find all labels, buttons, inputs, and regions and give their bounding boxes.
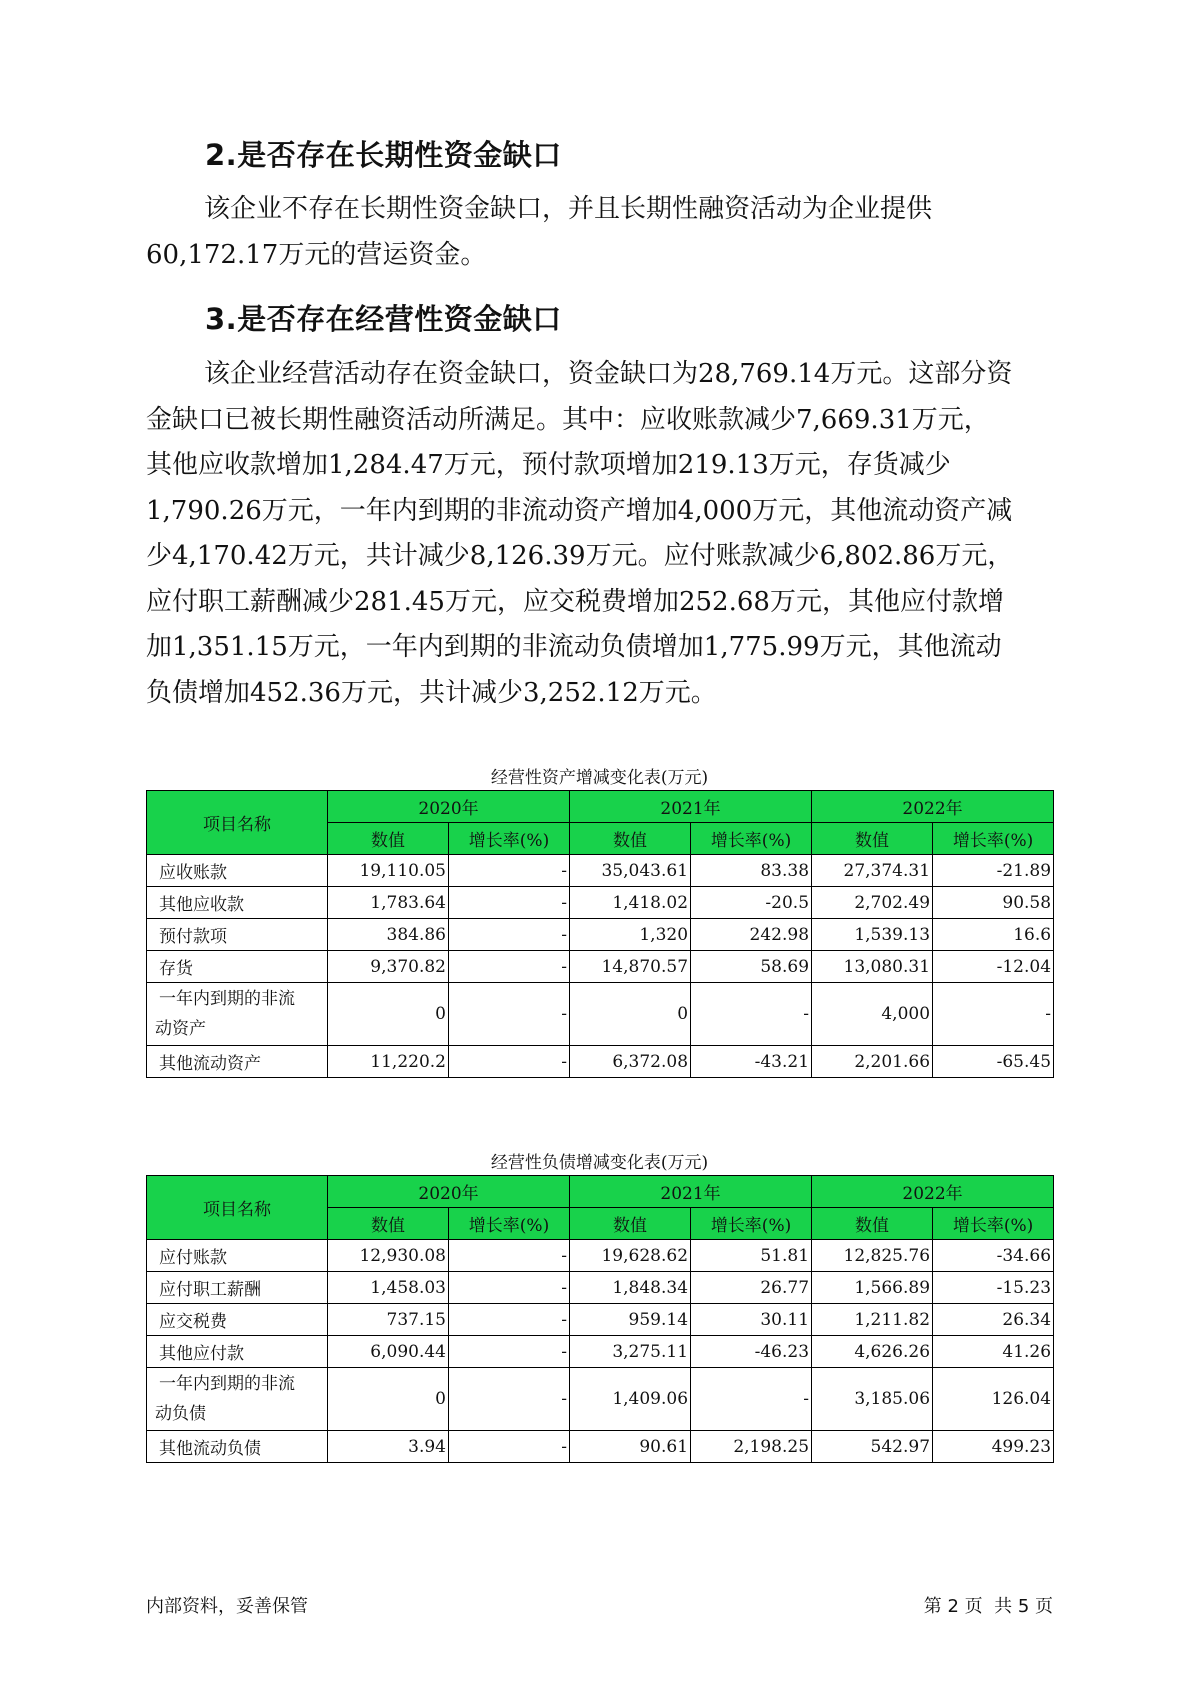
cell-value: 1,566.89 xyxy=(812,1272,933,1304)
cell-value: 9,370.82 xyxy=(328,951,449,983)
table-row xyxy=(147,1304,1054,1336)
cell-growth-rate: 2,198.25 xyxy=(691,1431,812,1463)
cell-growth-rate: -65.45 xyxy=(933,1046,1054,1078)
cell-growth-rate: -34.66 xyxy=(933,1240,1054,1272)
paragraph-line: 60,172.17万元的营运资金。 xyxy=(146,239,487,270)
cell-growth-rate: - xyxy=(691,983,812,1046)
cell-value: 12,930.08 xyxy=(328,1240,449,1272)
cell-value: 19,628.62 xyxy=(570,1240,691,1272)
cell-growth-rate: - xyxy=(449,855,570,887)
cell-growth-rate: 16.6 xyxy=(933,919,1054,951)
cell-value: 737.15 xyxy=(328,1304,449,1336)
paragraph-line: 少4,170.42万元，共计减少8,126.39万元。应付账款减少6,802.86万元， xyxy=(146,541,1014,571)
table-row xyxy=(147,1431,1054,1463)
header-item-name: 项目名称 xyxy=(147,1176,328,1240)
cell-value: 1,320 xyxy=(570,919,691,951)
table-row xyxy=(147,855,1054,887)
paragraph-line: 该企业经营活动存在资金缺口，资金缺口为28,769.14万元。这部分资 xyxy=(204,359,1013,389)
header-value: 数值 xyxy=(812,1208,933,1240)
cell-value: 6,090.44 xyxy=(328,1336,449,1368)
cell-growth-rate: -43.21 xyxy=(691,1046,812,1078)
cell-growth-rate: - xyxy=(449,1368,570,1431)
table-row xyxy=(147,1240,1054,1272)
cell-value: 6,372.08 xyxy=(570,1046,691,1078)
cell-growth-rate: -15.23 xyxy=(933,1272,1054,1304)
cell-value: 1,848.34 xyxy=(570,1272,691,1304)
cell-growth-rate: 26.77 xyxy=(691,1272,812,1304)
paragraph-line: 其他应收款增加1,284.47万元，预付款项增加219.13万元，存货减少 xyxy=(146,450,951,480)
table-row xyxy=(147,1336,1054,1368)
header-rate: 增长率(%) xyxy=(933,823,1054,855)
cell-growth-rate: - xyxy=(449,887,570,919)
row-item-name: 预付款项 xyxy=(147,919,328,951)
operating-liabilities-table xyxy=(146,1175,1054,1463)
header-year: 2022年 xyxy=(812,1176,1054,1208)
cell-growth-rate: 41.26 xyxy=(933,1336,1054,1368)
cell-growth-rate: 51.81 xyxy=(691,1240,812,1272)
cell-growth-rate: 90.58 xyxy=(933,887,1054,919)
cell-value: 0 xyxy=(328,983,449,1046)
table-caption-liabilities: 经营性负债增减变化表(万元) xyxy=(490,1153,709,1173)
paragraph-line: 加1,351.15万元，一年内到期的非流动负债增加1,775.99万元，其他流动 xyxy=(146,632,1002,662)
cell-value: 2,702.49 xyxy=(812,887,933,919)
header-rate: 增长率(%) xyxy=(449,1208,570,1240)
cell-value: 4,000 xyxy=(812,983,933,1046)
cell-value: 959.14 xyxy=(570,1304,691,1336)
footer-confidential-note: 内部资料，妥善保管 xyxy=(146,1596,308,1617)
cell-growth-rate: -12.04 xyxy=(933,951,1054,983)
table-caption-assets: 经营性资产增减变化表(万元) xyxy=(490,768,709,788)
cell-value: 35,043.61 xyxy=(570,855,691,887)
paragraph-line: 应付职工薪酬减少281.45万元，应交税费增加252.68万元，其他应付款增 xyxy=(146,586,1004,617)
cell-growth-rate: - xyxy=(449,919,570,951)
cell-value: 0 xyxy=(328,1368,449,1431)
cell-value: 3.94 xyxy=(328,1431,449,1463)
cell-growth-rate: - xyxy=(449,951,570,983)
cell-growth-rate: 83.38 xyxy=(691,855,812,887)
header-year: 2020年 xyxy=(328,1176,570,1208)
operating-assets-table xyxy=(146,790,1054,1078)
cell-value: 1,418.02 xyxy=(570,887,691,919)
header-item-name: 项目名称 xyxy=(147,791,328,855)
row-item-name: 应收账款 xyxy=(147,855,328,887)
cell-value: 14,870.57 xyxy=(570,951,691,983)
cell-value: 11,220.2 xyxy=(328,1046,449,1078)
row-item-name: 应交税费 xyxy=(147,1304,328,1336)
header-value: 数值 xyxy=(570,823,691,855)
paragraph-line: 该企业不存在长期性资金缺口，并且长期性融资活动为企业提供 xyxy=(204,194,933,224)
table-row xyxy=(147,1272,1054,1304)
header-value: 数值 xyxy=(328,1208,449,1240)
row-item-name-line: 一年内到期的非流 xyxy=(159,1374,295,1394)
row-item-name xyxy=(147,1368,328,1431)
table-row xyxy=(147,1046,1054,1078)
paragraph-line: 金缺口已被长期性融资活动所满足。其中：应收账款减少7,669.31万元， xyxy=(146,404,990,435)
cell-value: 13,080.31 xyxy=(812,951,933,983)
row-item-name: 其他应付款 xyxy=(147,1336,328,1368)
header-value: 数值 xyxy=(812,823,933,855)
section-heading-long-term-gap: 2.是否存在长期性资金缺口 xyxy=(205,138,562,172)
cell-growth-rate: - xyxy=(449,1272,570,1304)
cell-value: 2,201.66 xyxy=(812,1046,933,1078)
cell-value: 1,409.06 xyxy=(570,1368,691,1431)
row-item-name: 其他应收款 xyxy=(147,887,328,919)
table-row xyxy=(147,919,1054,951)
header-year: 2021年 xyxy=(570,791,812,823)
cell-growth-rate: 26.34 xyxy=(933,1304,1054,1336)
cell-value: 542.97 xyxy=(812,1431,933,1463)
cell-value: 1,539.13 xyxy=(812,919,933,951)
cell-growth-rate: -21.89 xyxy=(933,855,1054,887)
cell-growth-rate: 126.04 xyxy=(933,1368,1054,1431)
header-rate: 增长率(%) xyxy=(933,1208,1054,1240)
cell-value: 4,626.26 xyxy=(812,1336,933,1368)
cell-value: 3,275.11 xyxy=(570,1336,691,1368)
cell-value: 90.61 xyxy=(570,1431,691,1463)
header-rate: 增长率(%) xyxy=(691,823,812,855)
header-rate: 增长率(%) xyxy=(691,1208,812,1240)
cell-growth-rate: - xyxy=(449,1336,570,1368)
cell-growth-rate: 242.98 xyxy=(691,919,812,951)
cell-value: 19,110.05 xyxy=(328,855,449,887)
cell-growth-rate: - xyxy=(449,1240,570,1272)
header-year: 2020年 xyxy=(328,791,570,823)
table-row xyxy=(147,951,1054,983)
section-heading-operating-gap: 3.是否存在经营性资金缺口 xyxy=(205,302,562,336)
cell-value: 27,374.31 xyxy=(812,855,933,887)
row-item-name-line: 一年内到期的非流 xyxy=(159,989,295,1009)
cell-growth-rate: 499.23 xyxy=(933,1431,1054,1463)
paragraph-line: 1,790.26万元，一年内到期的非流动资产增加4,000万元，其他流动资产减 xyxy=(146,495,1013,526)
cell-value: 12,825.76 xyxy=(812,1240,933,1272)
cell-growth-rate: -46.23 xyxy=(691,1336,812,1368)
cell-growth-rate: - xyxy=(691,1368,812,1431)
cell-growth-rate: - xyxy=(449,1046,570,1078)
cell-growth-rate: -20.5 xyxy=(691,887,812,919)
cell-growth-rate: - xyxy=(449,1304,570,1336)
paragraph-operating xyxy=(146,352,1066,716)
cell-value: 1,783.64 xyxy=(328,887,449,919)
cell-growth-rate: 58.69 xyxy=(691,951,812,983)
cell-growth-rate: 30.11 xyxy=(691,1304,812,1336)
cell-growth-rate: - xyxy=(449,1431,570,1463)
header-value: 数值 xyxy=(570,1208,691,1240)
header-year: 2022年 xyxy=(812,791,1054,823)
row-item-name: 其他流动负债 xyxy=(147,1431,328,1463)
table-row xyxy=(147,887,1054,919)
row-item-name: 存货 xyxy=(147,951,328,983)
cell-value: 3,185.06 xyxy=(812,1368,933,1431)
paragraph-line: 负债增加452.36万元，共计减少3,252.12万元。 xyxy=(146,677,717,708)
row-item-name: 其他流动资产 xyxy=(147,1046,328,1078)
paragraph-long-term xyxy=(146,187,1066,278)
cell-growth-rate: - xyxy=(449,983,570,1046)
row-item-name-line: 动资产 xyxy=(155,1019,206,1039)
header-rate: 增长率(%) xyxy=(449,823,570,855)
row-item-name xyxy=(147,983,328,1046)
cell-growth-rate: - xyxy=(933,983,1054,1046)
cell-value: 384.86 xyxy=(328,919,449,951)
cell-value: 1,458.03 xyxy=(328,1272,449,1304)
row-item-name-line: 动负债 xyxy=(155,1404,206,1424)
row-item-name: 应付账款 xyxy=(147,1240,328,1272)
cell-value: 0 xyxy=(570,983,691,1046)
table-row xyxy=(147,1368,1054,1431)
row-item-name: 应付职工薪酬 xyxy=(147,1272,328,1304)
cell-value: 1,211.82 xyxy=(812,1304,933,1336)
table-row xyxy=(147,983,1054,1046)
header-value: 数值 xyxy=(328,823,449,855)
header-year: 2021年 xyxy=(570,1176,812,1208)
footer-page-number: 第 2 页 共 5 页 xyxy=(923,1596,1053,1617)
